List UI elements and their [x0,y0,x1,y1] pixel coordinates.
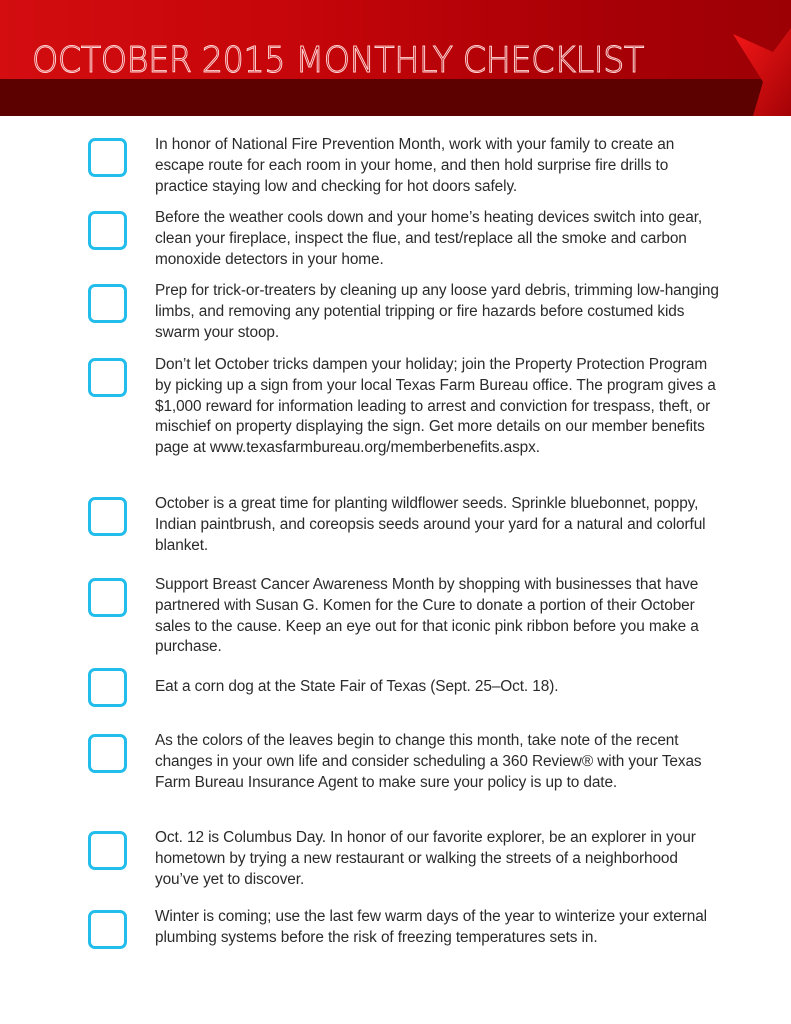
checkbox[interactable] [88,578,127,617]
page-title: OCTOBER 2015 MONTHLY CHECKLIST [32,40,644,81]
checklist-item-text: In honor of National Fire Prevention Month, work with your family to create an escape route for each room in your home, and then hold surprise fire drills to practice staying low and checking for hot doors safely. [155,136,675,195]
checkbox[interactable] [88,734,127,773]
checklist-item-text: As the colors of the leaves begin to change this month, take note of the recent changes in your own life and consider scheduling a 360 Review® with your Texas Farm Bureau Insurance Agent to make sure your policy is up to date. [155,732,702,791]
checkbox[interactable] [88,138,127,177]
checklist-item-text: Eat a corn dog at the State Fair of Texas (Sept. 25–Oct. 18). [155,678,559,695]
checkbox[interactable] [88,284,127,323]
checklist-item-text: Oct. 12 is Columbus Day. In honor of our favorite explorer, be an explorer in your hometown by trying a new restaurant or walking the streets of a neighborhood you’ve yet to discover. [155,829,696,888]
star-icon [733,12,791,116]
checklist-item-text: October is a great time for planting wildflower seeds. Sprinkle bluebonnet, poppy, Indian paintbrush, and coreopsis seeds around your yard for a natural and colorful blanket. [155,495,706,554]
checkbox[interactable] [88,358,127,397]
checkbox[interactable] [88,831,127,870]
checklist-item-text: Winter is coming; use the last few warm days of the year to winterize your external plumbing systems before the risk of freezing temperatures sets in. [155,908,707,946]
checklist-item-text: Before the weather cools down and your home’s heating devices switch into gear, clean your fireplace, inspect the flue, and test/replace all the smoke and carbon monoxide detectors in your home. [155,209,703,268]
checkbox[interactable] [88,910,127,949]
header-banner [0,0,791,116]
checkbox[interactable] [88,668,127,707]
checklist-item-text: Prep for trick-or-treaters by cleaning up any loose yard debris, trimming low-hanging limbs, and removing any potential tripping or fire hazards before costumed kids swarm your stoop. [155,282,719,341]
checkbox[interactable] [88,211,127,250]
checklist-item-text: Don’t let October tricks dampen your holiday; join the Property Protection Program by picking up a sign from your local Texas Farm Bureau office. The program gives a $1,000 reward for information leading to arrest and conviction for trespass, theft, or mischief on property displaying the sign. Get more details on our member benefits page at www.texasfarmbureau.org/memberbenefits.aspx. [155,356,716,457]
header-dark-band [0,79,791,116]
checklist-item-text: Support Breast Cancer Awareness Month by shopping with businesses that have partnered with Susan G. Komen for the Cure to donate a portion of their October sales to the cause. Keep an eye out for that iconic pink ribbon before you make a purchase. [155,576,699,656]
checkbox[interactable] [88,497,127,536]
